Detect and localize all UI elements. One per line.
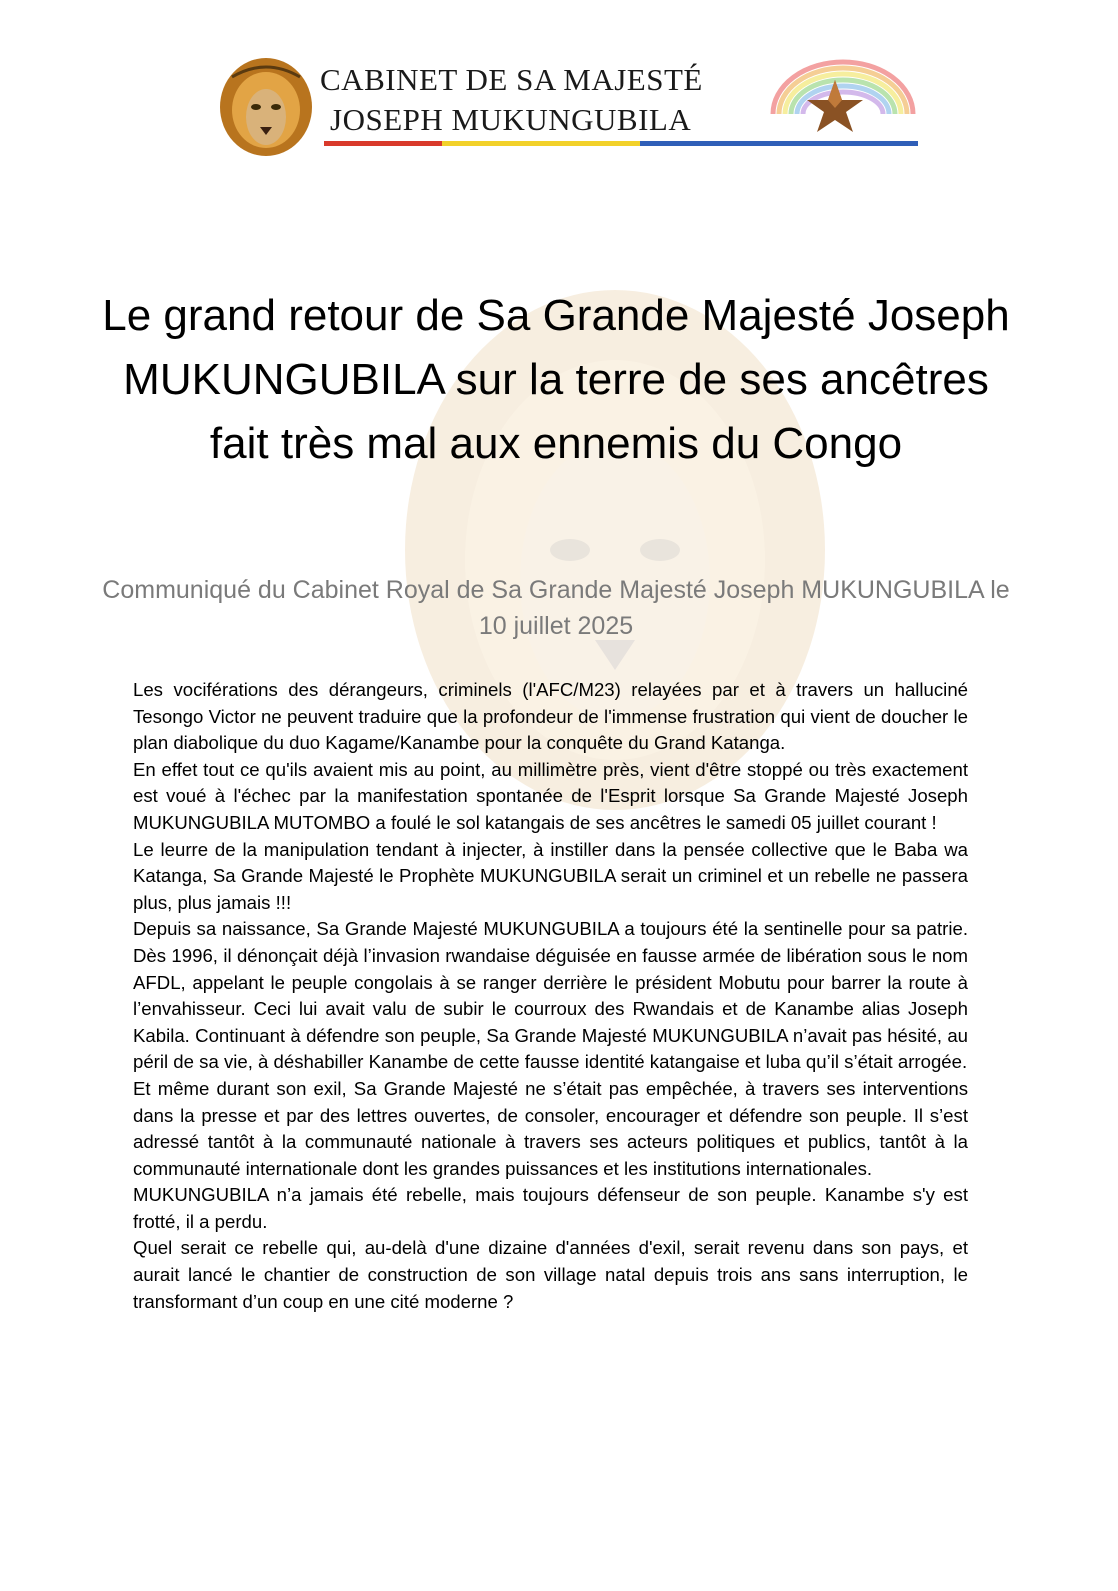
paragraph: Depuis sa naissance, Sa Grande Majesté MUKUNGUBILA a toujours été la sentinelle pour sa patrie. Dès 1996, il dénonçait déjà l’invasion rwandaise déguisée en fausse armée de libération sous le nom AFDL, appelant le peuple congolais à se ranger derrière le président Mobutu pour barrer la route à l’envahisseur. Ceci lui avait valu de subir le courroux des Rwandais et de Kanambe alias Joseph Kabila. Continuant à défendre son peuple, Sa Grande Majesté MUKUNGUBILA n’avait pas hésité, au péril de sa vie, à déshabiller Kanambe de cette fausse identité katangaise et luba qu’il s’était arrogée.: [133, 918, 968, 1073]
flag-stripe-red: [324, 141, 442, 146]
page-subtitle: Communiqué du Cabinet Royal de Sa Grande Majesté Joseph MUKUNGUBILA le 10 juillet 2025: [102, 576, 1010, 640]
flag-stripe-blue: [640, 141, 918, 146]
paragraph: En effet tout ce qu'ils avaient mis au point, au millimètre près, vient d'être stoppé ou très exactement est voué à l'échec par la manifestation spontanée de l'Esprit lorsque Sa Grande Majesté Joseph MUKUNGUBILA MUTOMBO a foulé le sol katangais de ses ancêtres le samedi 05 juillet courant !: [133, 758, 968, 833]
paragraph: Quel serait ce rebelle qui, au-delà d'une dizaine d'années d'exil, serait revenu dans son pays, et aurait lancé le chantier de construction de son village natal depuis trois ans sans interruption, le transformant d’un coup en une cité moderne ?: [133, 1237, 968, 1312]
paragraph: Le leurre de la manipulation tendant à injecter, à instiller dans la pensée collective que le Baba wa Katanga, Sa Grande Majesté le Prophète MUKUNGUBILA serait un criminel et un rebelle ne passera plus, plus jamais !!!: [133, 838, 968, 913]
flag-stripe: [324, 141, 918, 146]
cabinet-title-line2: JOSEPH MUKUNGUBILA: [330, 102, 692, 137]
flag-stripe-yellow: [442, 141, 640, 146]
paragraph: MUKUNGUBILA n’a jamais été rebelle, mais toujours défenseur de son peuple. Kanambe s'y est frotté, il a perdu.: [133, 1184, 968, 1232]
rainbow-star-icon: [765, 52, 920, 142]
paragraph: Les vociférations des dérangeurs, criminels (l'AFC/M23) relayées par et à travers un halluciné Tesongo Victor ne peuvent traduire que la profondeur de l'immense frustration qui vient de doucher le plan diabolique du duo Kagame/Kanambe pour la conquête du Grand Katanga.: [133, 679, 968, 754]
lion-head-icon: [218, 55, 314, 157]
paragraph: Et même durant son exil, Sa Grande Majesté ne s’était pas empêchée, à travers ses interventions dans la presse et par des lettres ouvertes, de consoler, encourager et défendre son peuple. Il s’est adressé tantôt à la communauté nationale à travers ses acteurs politiques et publics, tantôt à la communauté internationale dont les grandes puissances et les institutions internationales.: [133, 1077, 968, 1179]
cabinet-title: [320, 60, 703, 140]
cabinet-title-line1: CABINET DE SA MAJESTÉ: [320, 62, 703, 97]
page-title: Le grand retour de Sa Grande Majesté Joseph MUKUNGUBILA sur la terre de ses ancêtres fait très mal aux ennemis du Congo: [102, 291, 1010, 468]
communique-body: [133, 677, 968, 1315]
